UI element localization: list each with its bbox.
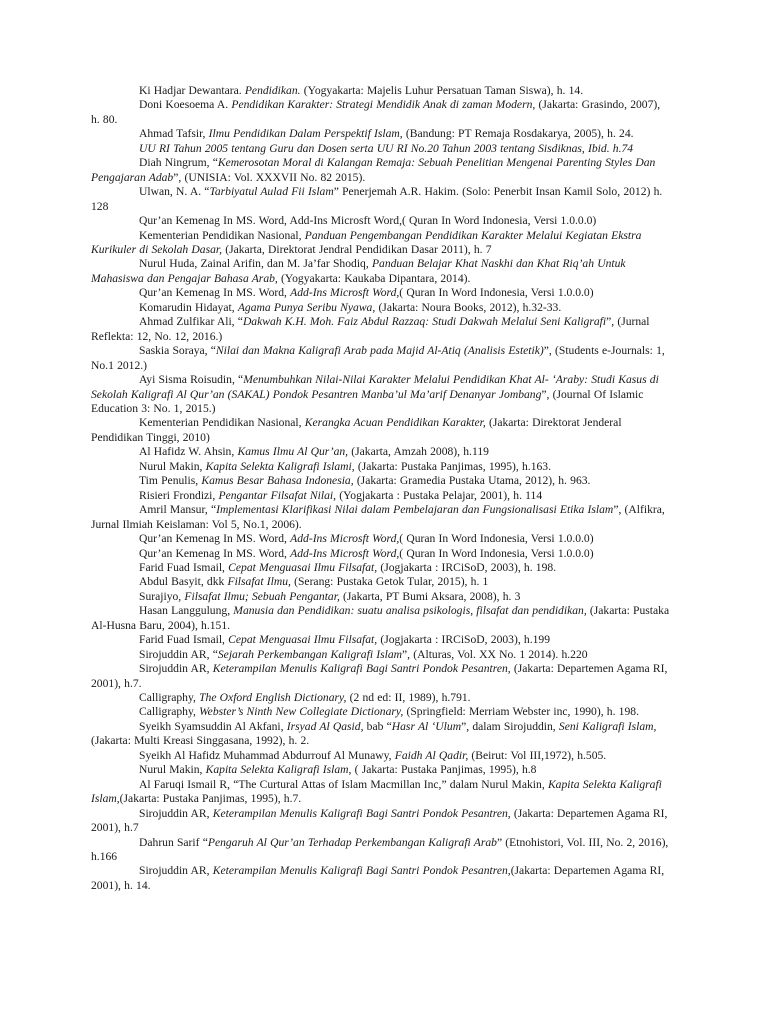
endnote-entry <box>91 344 671 373</box>
endnote-text: (Serang: Pustaka Getok Tular, 2015), h. 1 <box>290 575 489 589</box>
endnote-text: ”, (Journal Of Islamic Education 3: No. 1, 2015.) <box>91 387 644 415</box>
endnote-title-italic: Implementasi Klarifikasi Nilai dalam Pembelajaran dan Fungsionalisasi Etika Islam <box>216 503 614 517</box>
endnote-title-italic: Tarbiyatul Aulad Fii Islam <box>209 185 334 199</box>
endnote-text: (Jakarta: Multi Kreasi Singgasana, 1992), h. 2. <box>91 734 310 748</box>
endnote-text: ”, (UNISIA: Vol. XXXVII No. 82 2015). <box>173 170 366 184</box>
endnote-text: (Jakarta: Pustaka Al-Husna Baru, 2004), h.151. <box>91 604 670 632</box>
endnote-text: Ahmad Tafsir, <box>139 127 209 141</box>
endnote-text: (Jakarta: Pustaka Panjimas, 1995), h.7. <box>119 792 302 806</box>
endnote-title-italic: Kapita Selekta Kaligrafi Islam, <box>205 763 352 777</box>
endnote-text: Ki Hadjar Dewantara. <box>139 84 245 97</box>
endnote-entry <box>91 445 671 459</box>
endnote-title-italic: UU RI Tahun 2005 tentang Guru dan Dosen serta UU RI No.20 Tahun 2003 tentang Sisdiknas, Ibid. h.74 <box>139 141 634 155</box>
endnote-text: ”, dalam Sirojuddin, <box>461 719 559 733</box>
endnote-text: (Jakarta: Noura Books, 2012), h.32-33. <box>375 300 562 314</box>
endnote-text: ” Penerjemah A.R. Hakim. (Solo: Penerbit Insan Kamil Solo, 2012) h. 128 <box>91 185 663 213</box>
endnote-title-italic: The Oxford English Dictionary, <box>199 691 347 705</box>
endnote-entry <box>91 416 671 445</box>
endnote-text: (Jakarta, Direktorat Jendral Pendidikan Dasar 2011), h. 7 <box>222 242 492 256</box>
endnote-entry <box>91 648 671 662</box>
endnote-text: (Jakarta: Gramedia Pustaka Utama, 2012), h. 963. <box>353 474 591 488</box>
endnote-text: (Jakarta: Pustaka Panjimas, 1995), h.163. <box>354 459 551 473</box>
endnote-title-italic: Manusia dan Pendidikan: suatu analisa psikologis, filsafat dan pendidikan, <box>233 604 587 618</box>
endnote-text: Al Faruqi Ismail R, “The Curtural Attas of Islam Macmillan Inc,” dalam Nurul Makin, <box>139 777 548 791</box>
endnote-text: (Jakarta, PT Bumi Aksara, 2008), h. 3 <box>339 589 521 603</box>
endnote-title-italic: Filsafat Ilmu, <box>227 575 291 589</box>
endnote-title-italic: Kamus Ilmu Al Qur’an, <box>237 445 349 459</box>
endnote-text: Doni Koesoema A. <box>139 98 232 112</box>
endnote-text: (Yogyakarta: Majelis Luhur Persatuan Taman Siswa), h. 14. <box>300 84 584 97</box>
endnote-entry <box>91 503 671 532</box>
endnote-title-italic: Seni Kaligrafi Islam, <box>558 719 657 733</box>
endnote-text: Calligraphy, <box>139 705 200 719</box>
endnote-text: Calligraphy, <box>139 691 200 705</box>
endnote-text: ( Quran In Word Indonesia, Versi 1.0.0.0) <box>399 286 594 300</box>
endnote-text: Nurul Makin, <box>139 763 206 777</box>
endnote-title-italic: Hasr Al ‘Ulum <box>391 719 462 733</box>
endnote-text: Syeikh Al Hafidz Muhammad Abdurrouf Al Munawy, <box>139 748 395 762</box>
endnote-text: Al Hafidz W. Ahsin, <box>139 445 238 459</box>
endnote-entry <box>91 373 671 416</box>
endnote-title-italic: Kapita Selekta Kaligrafi Islam, <box>91 777 662 806</box>
endnote-title-italic: Pengaruh Al Qur’an Terhadap Perkembangan Kaligrafi Arab <box>207 835 497 849</box>
endnote-title-italic: Add-Ins Microsft Word, <box>290 286 400 300</box>
endnote-entry <box>91 185 671 214</box>
endnote-text: Nurul Huda, Zainal Arifin, dan M. Ja’far Shodiq, <box>139 257 372 271</box>
endnote-text: Farid Fuad Ismail, <box>139 560 229 574</box>
endnote-entry <box>91 142 671 156</box>
endnote-title-italic: Menumbuhkan Nilai-Nilai Karakter Melalui Pendidikan Khat Al- ‘Araby: Studi Kasus di Sekolah Kaligrafi Al Qur’an (SAKAL) Pondok Pesantren Manba’ul Ma’arif Denanyar Jombang <box>91 373 659 401</box>
endnote-entry <box>91 547 671 561</box>
endnote-text: (Jakarta: Grasindo, 2007), h. 80. <box>91 98 661 126</box>
endnote-entry <box>91 633 671 647</box>
endnote-text: Diah Ningrum, “ <box>139 156 218 170</box>
endnote-text: Dahrun Sarif “ <box>139 835 208 849</box>
endnote-text: Sirojuddin AR, <box>139 662 213 676</box>
endnote-title-italic: Pendidikan Karakter: Strategi Mendidik Anak di zaman Modern, <box>231 98 536 112</box>
endnote-text: Sirojuddin AR, “ <box>139 647 218 661</box>
endnote-text: Komarudin Hidayat, <box>139 300 238 314</box>
endnote-title-italic: Faidh Al Qadir, <box>394 748 469 762</box>
endnote-text: Kementerian Pendidikan Nasional, <box>139 416 305 430</box>
endnote-text: Kementerian Pendidikan Nasional, <box>139 228 305 242</box>
endnote-entry <box>91 749 671 763</box>
endnote-entry <box>91 156 671 185</box>
endnote-title-italic: Pendidikan. <box>244 84 301 97</box>
endnote-text: ( Quran In Word Indonesia, Versi 1.0.0.0) <box>399 546 594 560</box>
endnote-entry <box>91 836 671 865</box>
endnote-text: Amril Mansur, “ <box>139 503 217 517</box>
endnote-entry <box>91 778 671 807</box>
endnote-entry <box>91 532 671 546</box>
endnote-entry <box>91 214 671 228</box>
endnote-title-italic: Filsafat Ilmu; Sebuah Pengantar, <box>184 589 340 603</box>
endnote-entry <box>91 84 671 98</box>
endnote-text: Ahmad Zulfikar Ali, “ <box>139 315 243 329</box>
endnote-text: (Jakarta: Direktorat Jenderal Pendidikan Tinggi, 2010) <box>91 416 622 444</box>
endnote-text: Sirojuddin AR, <box>139 864 213 878</box>
endnote-text: (Beirut: Vol III,1972), h.505. <box>468 748 607 762</box>
endnote-text: (Jakarta: Departemen Agama RI, 2001), h.7 <box>91 806 668 835</box>
endnote-title-italic: Panduan Belajar Khat Naskhi dan Khat Riq’ah Untuk Mahasiswa dan Pengajar Bahasa Arab, <box>91 257 626 285</box>
endnote-entry <box>91 286 671 300</box>
endnote-text: bab “ <box>363 719 392 733</box>
endnote-text: ”, (Jurnal Reflekta: 12, No. 12, 2016.) <box>91 315 650 343</box>
endnote-entry <box>91 691 671 705</box>
endnote-entry <box>91 301 671 315</box>
endnote-text: (Jakarta: Departemen Agama RI, 2001), h. 14. <box>91 864 665 892</box>
endnote-entry <box>91 460 671 474</box>
endnote-entry <box>91 763 671 777</box>
endnote-text: Syeikh Syamsuddin Al Akfani, <box>139 719 287 733</box>
endnote-entry <box>91 257 671 286</box>
endnote-text: Ayi Sisma Roisudin, “ <box>139 373 244 387</box>
endnote-text: Nurul Makin, <box>139 459 206 473</box>
endnote-entry <box>91 98 671 127</box>
endnote-text: Qur’an Kemenag In MS. Word, <box>139 546 291 560</box>
endnote-title-italic: Sejarah Perkembangan Kaligrafi Islam <box>217 647 403 661</box>
endnote-title-italic: Panduan Pengembangan Pendidikan Karakter Melalui Kegiatan Ekstra Kurikuler di Sekolah Dasar, <box>91 228 642 256</box>
endnote-text: ” (Etnohistori, Vol. III, No. 2, 2016), h.166 <box>91 835 669 864</box>
endnote-text: Abdul Basyit, dkk <box>139 575 228 589</box>
endnote-title-italic: Add-Ins Microsft Word, <box>290 546 400 560</box>
endnote-title-italic: Keterampilan Menulis Kaligrafi Bagi Santri Pondok Pesantren, <box>212 864 511 878</box>
endnote-entry <box>91 864 671 893</box>
endnote-title-italic: Irsyad Al Qasid, <box>286 719 364 733</box>
endnote-entry <box>91 720 671 749</box>
endnote-text: Qur’an Kemenag In MS. Word, Add-Ins Microsft Word,( Quran In Word Indonesia, Versi 1.0.0.0) <box>139 214 597 228</box>
endnote-title-italic: Cepat Menguasai Ilmu Filsafat, <box>228 633 378 647</box>
endnote-text: (Jakarta, Amzah 2008), h.119 <box>348 445 489 459</box>
endnote-text: ”, (Alfikra, Jurnal Ilmiah Keislaman: Vol 5, No.1, 2006). <box>91 503 665 531</box>
endnote-text: Surajiyo, <box>139 589 185 603</box>
endnote-entry <box>91 662 671 691</box>
endnote-entry <box>91 561 671 575</box>
endnote-entry <box>91 229 671 258</box>
endnote-title-italic: Webster’s Ninth New Collegiate Dictionary, <box>199 705 404 719</box>
endnote-entry <box>91 705 671 719</box>
endnote-title-italic: Keterampilan Menulis Kaligrafi Bagi Santri Pondok Pesantren, <box>212 806 511 820</box>
endnote-text: (Yogjakarta : Pustaka Pelajar, 2001), h. 114 <box>336 488 543 502</box>
endnote-text: ”, (Alturas, Vol. XX No. 1 2014). h.220 <box>402 647 588 661</box>
endnote-text: (Jogjakarta : IRCiSoD, 2003), h. 198. <box>377 560 557 574</box>
endnote-text: Qur’an Kemenag In MS. Word, <box>139 532 291 546</box>
endnote-entry <box>91 590 671 604</box>
endnote-text: (Yogyakarta: Kaukaba Dipantara, 2014). <box>277 271 471 285</box>
endnote-text: Hasan Langgulung, <box>139 604 234 618</box>
endnote-text: ( Jakarta: Pustaka Panjimas, 1995), h.8 <box>351 763 537 777</box>
endnote-text: (2 nd ed: II, 1989), h.791. <box>346 691 471 705</box>
endnote-text: Saskia Soraya, “ <box>139 344 216 358</box>
endnote-text: (Jogjakarta : IRCiSoD, 2003), h.199 <box>377 633 551 647</box>
endnote-title-italic: Cepat Menguasai Ilmu Filsafat, <box>228 560 378 574</box>
endnote-text: Farid Fuad Ismail, <box>139 633 229 647</box>
endnote-title-italic: Agama Punya Seribu Nyawa, <box>237 300 376 314</box>
endnote-text: Qur’an Kemenag In MS. Word, <box>139 286 291 300</box>
endnote-text: (Springfield: Merriam Webster inc, 1990), h. 198. <box>403 705 639 719</box>
endnote-text: Risieri Frondizi, <box>139 488 219 502</box>
endnote-title-italic: Pengantar Filsafat Nilai, <box>218 488 337 502</box>
endnote-text: (Jakarta: Departemen Agama RI, 2001), h.7. <box>91 662 668 690</box>
endnote-title-italic: Add-Ins Microsft Word, <box>290 532 400 546</box>
endnote-text: (Bandung: PT Remaja Rosdakarya, 2005), h. 24. <box>402 127 634 141</box>
endnote-title-italic: Kamus Besar Bahasa Indonesia, <box>201 474 354 488</box>
endnote-text: Ulwan, N. A. “ <box>139 185 210 199</box>
endnote-text: ”, (Students e-Journals: 1, No.1 2012.) <box>91 344 665 372</box>
endnote-title-italic: Kerangka Acuan Pendidikan Karakter, <box>304 416 486 430</box>
endnote-title-italic: Kemerosotan Moral di Kalangan Remaja: Sebuah Penelitian Mengenai Parenting Styles Dan Pengajaran Adab <box>91 156 656 184</box>
endnote-text: Sirojuddin AR, <box>139 806 213 820</box>
endnotes-list <box>91 84 671 893</box>
endnote-title-italic: Keterampilan Menulis Kaligrafi Bagi Santri Pondok Pesantren, <box>212 662 511 676</box>
endnote-entry <box>91 604 671 633</box>
endnote-entry <box>91 575 671 589</box>
endnote-text: ( Quran In Word Indonesia, Versi 1.0.0.0) <box>399 532 594 546</box>
endnote-title-italic: Dakwah K.H. Moh. Faiz Abdul Razzaq: Studi Dakwah Melalui Seni Kaligrafi <box>242 315 607 329</box>
endnote-title-italic: Nilai dan Makna Kaligrafi Arab pada Majid Al-Atiq (Analisis Estetik) <box>215 344 544 358</box>
endnote-entry <box>91 474 671 488</box>
endnote-entry <box>91 127 671 141</box>
endnote-title-italic: Ilmu Pendidikan Dalam Perspektif Islam, <box>208 127 403 141</box>
endnote-entry <box>91 489 671 503</box>
endnote-entry <box>91 807 671 836</box>
endnote-entry <box>91 315 671 344</box>
endnote-text: Tim Penulis, <box>139 474 202 488</box>
endnote-title-italic: Kapita Selekta Kaligrafi Islami, <box>205 459 355 473</box>
